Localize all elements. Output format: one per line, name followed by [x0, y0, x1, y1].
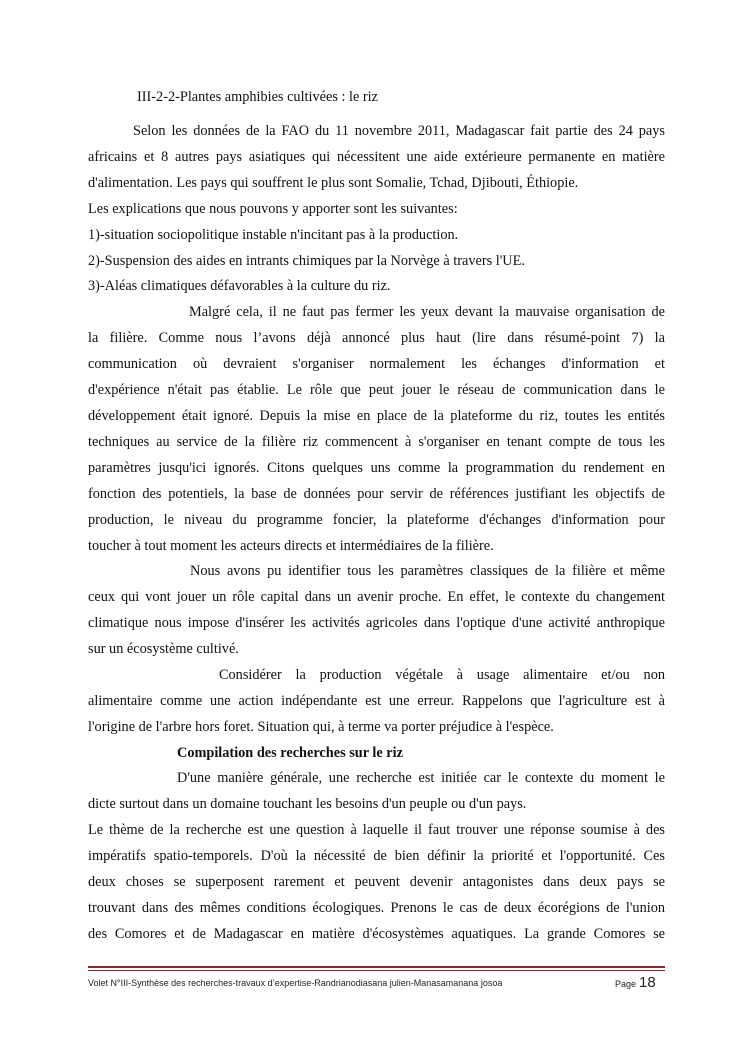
- text-line: Selon les données de la FAO du 11 novembre 2011, Madagascar fait partie des 24 pays: [133, 123, 665, 139]
- text-line: 3)-Aléas climatiques défavorables à la culture du riz.: [88, 278, 391, 294]
- text-line: 1)-situation sociopolitique instable n'incitant pas à la production.: [88, 227, 459, 243]
- subheading: Compilation des recherches sur le riz: [177, 745, 403, 761]
- text-line: Le thème de la recherche est une question à laquelle il faut trouver une réponse soumise à des: [88, 822, 665, 838]
- text-line: ceux qui vont jouer un rôle capital dans un avenir proche. En effet, le contexte du changement: [88, 589, 665, 605]
- text-line: communication où devraient s'organiser normalement les échanges d'information et: [88, 356, 665, 372]
- text-line: paramètres jusqu'ici ignorés. Citons quelques uns comme la programmation du rendement en: [88, 460, 665, 476]
- text-line: production, le niveau du programme foncier, la plateforme d'échanges d'information pour: [88, 512, 665, 528]
- page-number: 18: [639, 974, 656, 991]
- text-line: développement était ignoré. Depuis la mise en place de la plateforme du riz, toutes les entités: [88, 408, 665, 424]
- text-line: sur un écosystème cultivé.: [88, 641, 239, 657]
- text-line: des Comores et de Madagascar en matière d'écosystèmes aquatiques. La grande Comores se: [88, 926, 665, 942]
- text-line: Considérer la production végétale à usage alimentaire et/ou non: [219, 667, 665, 683]
- text-line: techniques au service de la filière riz commencent à s'organiser en tenant compte de tous les: [88, 434, 665, 450]
- text-line: dicte surtout dans un domaine touchant les besoins d'un peuple ou d'un pays.: [88, 796, 527, 812]
- text-line: Les explications que nous pouvons y apporter sont les suivantes:: [88, 201, 458, 217]
- text-line: Nous avons pu identifier tous les paramètres classiques de la filière et même: [190, 563, 665, 579]
- text-line: toucher à tout moment les acteurs directs et intermédiaires de la filière.: [88, 538, 494, 554]
- footer-rule: [88, 966, 665, 968]
- text-line: alimentaire comme une action indépendante est une erreur. Rappelons que l'agriculture est à: [88, 693, 665, 709]
- text-line: climatique nous impose d'insérer les activités agricoles dans l'optique d'une activité anthropique: [88, 615, 665, 631]
- text-line: d'alimentation. Les pays qui souffrent le plus sont Somalie, Tchad, Djibouti, Éthiopie.: [88, 175, 579, 191]
- text-line: D'une manière générale, une recherche est initiée car le contexte du moment le: [177, 770, 665, 786]
- text-line: la filière. Comme nous l’avons déjà annoncé plus haut (lire dans résumé-point 7) la: [88, 330, 665, 346]
- text-line: 2)-Suspension des aides en intrants chimiques par la Norvège à travers l'UE.: [88, 253, 525, 269]
- text-line: trouvant dans des mêmes conditions écologiques. Prenons le cas de deux écorégions de l'union: [88, 900, 665, 916]
- page-label: Page: [615, 979, 637, 989]
- text-line: impératifs spatio-temporels. D'où la nécessité de bien définir la priorité et l'opportunité. Ces: [88, 848, 665, 864]
- text-line: Malgré cela, il ne faut pas fermer les yeux devant la mauvaise organisation de: [189, 304, 665, 320]
- text-line: deux choses se superposent rarement et peuvent devenir antagonistes dans deux pays se: [88, 874, 665, 890]
- text-line: africains et 8 autres pays asiatiques qui nécessitent une aide extérieure permanente en matière: [88, 149, 665, 165]
- text-line: fonction des potentiels, la base de données pour servir de références justifiant les objectifs de: [88, 486, 665, 502]
- footer-text: Volet N°III-Synthèse des recherches-travaux d’expertise-Randrianodiasana julien-Manasamanana josoa: [88, 978, 503, 988]
- text-line: d'expérience n'était pas établie. Le rôle que peut jouer le réseau de communication dans le: [88, 382, 665, 398]
- text-line: l'origine de l'arbre hors foret. Situation qui, à terme va porter préjudice à l'espèce.: [88, 719, 554, 735]
- footer-rule-thin: [88, 970, 665, 971]
- section-heading: III-2-2-Plantes amphibies cultivées : le riz: [137, 89, 378, 105]
